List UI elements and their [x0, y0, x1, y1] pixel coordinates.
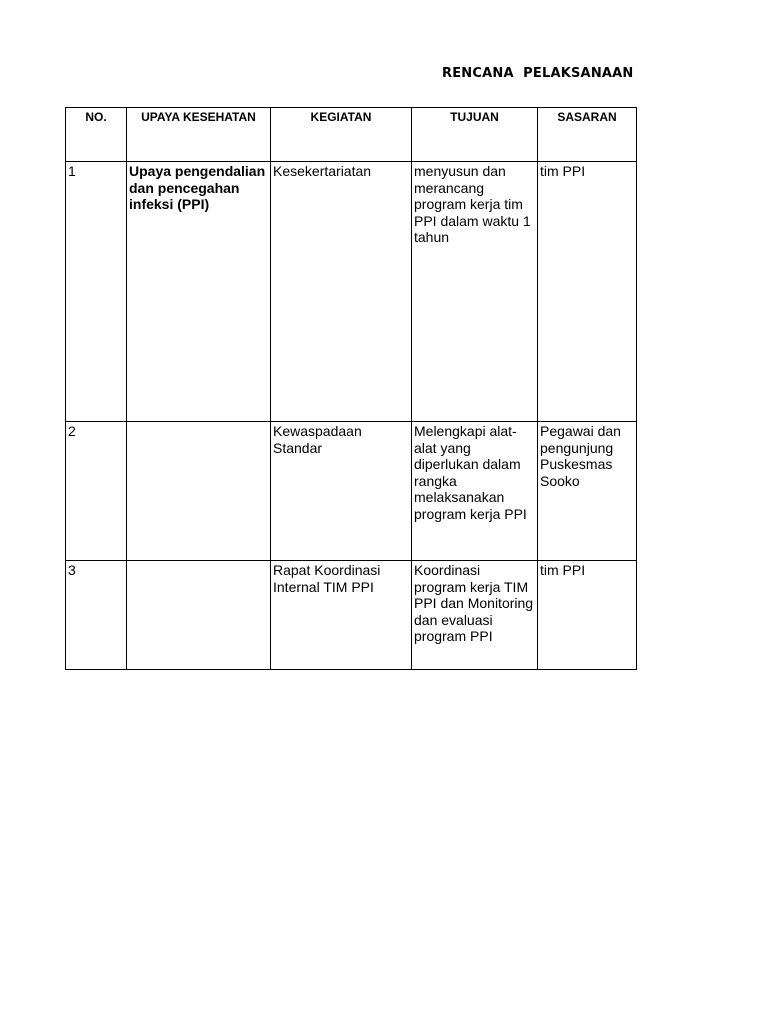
- cell-sasaran: Pegawai dan pengunjung Puskesmas Sooko: [538, 422, 637, 561]
- cell-kegiatan: Kewaspadaan Standar: [271, 422, 412, 561]
- header-tujuan: TUJUAN: [412, 108, 538, 162]
- table-row: [66, 561, 637, 670]
- cell-no: 3: [66, 561, 127, 670]
- header-sasaran: SASARAN: [538, 108, 637, 162]
- cell-no: 2: [66, 422, 127, 561]
- cell-upaya-kesehatan: [127, 422, 271, 561]
- cell-sasaran: tim PPI: [538, 162, 637, 422]
- plan-table: [65, 107, 637, 670]
- table-row: [66, 162, 637, 422]
- table-header-row: [66, 108, 637, 162]
- header-kegiatan: KEGIATAN: [271, 108, 412, 162]
- page-title: RENCANA PELAKSANAAN: [442, 66, 634, 81]
- cell-kegiatan: Kesekertariatan: [271, 162, 412, 422]
- table-row: [66, 422, 637, 561]
- header-no: NO.: [66, 108, 127, 162]
- cell-upaya-kesehatan: [127, 561, 271, 670]
- cell-tujuan: Koordinasi program kerja TIM PPI dan Monitoring dan evaluasi program PPI: [412, 561, 538, 670]
- cell-upaya-kesehatan: Upaya pengendalian dan pencegahan infeksi (PPI): [127, 162, 271, 422]
- cell-no: 1: [66, 162, 127, 422]
- cell-tujuan: menyusun dan merancang program kerja tim PPI dalam waktu 1 tahun: [412, 162, 538, 422]
- header-upaya-kesehatan: UPAYA KESEHATAN: [127, 108, 271, 162]
- cell-tujuan: Melengkapi alat-alat yang diperlukan dalam rangka melaksanakan program kerja PPI: [412, 422, 538, 561]
- cell-kegiatan: Rapat Koordinasi Internal TIM PPI: [271, 561, 412, 670]
- cell-sasaran: tim PPI: [538, 561, 637, 670]
